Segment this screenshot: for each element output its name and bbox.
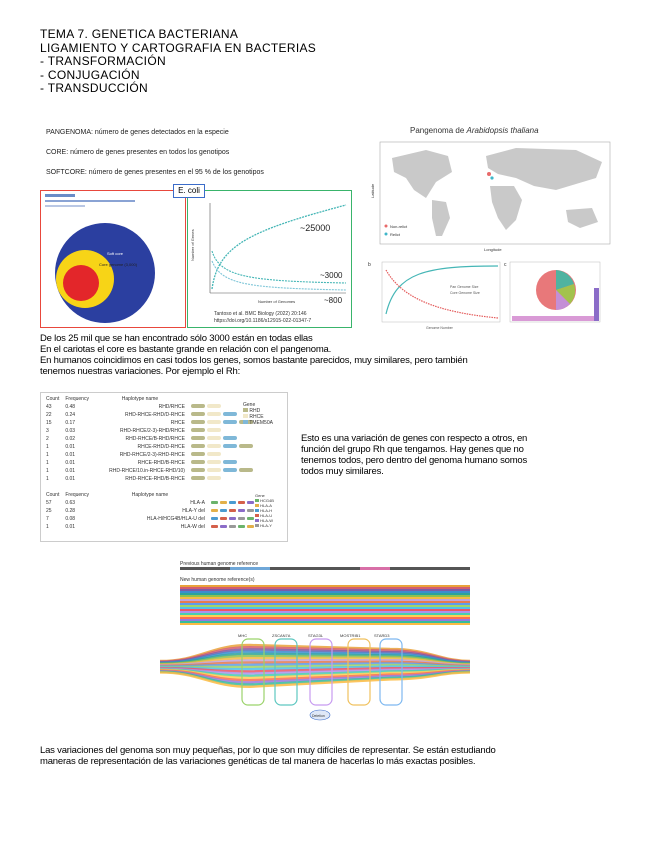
genome-curve-panel bbox=[187, 190, 352, 328]
rh-table-cell: RHD/RHCE bbox=[158, 404, 185, 410]
rh-table-row bbox=[43, 419, 258, 427]
venn-label-pan: Pan genome (25,000) bbox=[145, 235, 184, 240]
rh-table-row bbox=[43, 467, 258, 475]
gene-block bbox=[238, 509, 245, 512]
legend-pan-size: Pan Genome Size bbox=[450, 285, 479, 289]
rh-haplotype-glyph bbox=[188, 435, 258, 443]
legend-swatch bbox=[255, 524, 259, 527]
gene-block bbox=[229, 517, 236, 520]
gene-block bbox=[223, 444, 237, 448]
caption-line: maneras de representación de las variaciones genéticas de tal manera de hacerlas lo más exactas posibles. bbox=[40, 756, 476, 767]
rh-table-cell: 1 bbox=[46, 452, 49, 458]
gene-block bbox=[247, 517, 254, 520]
gene-block bbox=[191, 436, 205, 440]
hla-haplotype-glyph bbox=[208, 523, 259, 531]
gene-block bbox=[207, 420, 221, 424]
hla-gene-legend-text: HLA-H bbox=[260, 508, 273, 513]
rh-table-row bbox=[43, 427, 258, 435]
panel-c-histogram bbox=[512, 316, 598, 321]
gene-block bbox=[211, 517, 218, 520]
legend-swatch bbox=[255, 499, 259, 502]
rh-table-cell: RHD-RHCE/10.in-RHCE-RHD/10) bbox=[109, 468, 185, 474]
hla-gene-legend-text: HLA-Y bbox=[260, 523, 272, 528]
rh-table-row bbox=[43, 459, 258, 467]
reference-stripe bbox=[180, 619, 470, 621]
rh-gene-legend-text: RHCE bbox=[249, 414, 264, 420]
rh-table-row bbox=[43, 443, 258, 451]
rh-table-cell: 0.01 bbox=[65, 452, 76, 458]
hla-header-cell: Count bbox=[46, 492, 60, 498]
header-subtitle: LIGAMIENTO Y CARTOGRAFIA EN BACTERIAS bbox=[40, 40, 317, 55]
gene-block bbox=[191, 476, 205, 480]
hla-gene-legend-text: HLA-A bbox=[260, 503, 272, 508]
arabidopsis-title-italic: Arabidopsis thaliana bbox=[466, 126, 539, 135]
reference-stripe bbox=[180, 607, 470, 609]
rh-table-row bbox=[43, 411, 258, 419]
gene-block bbox=[223, 436, 237, 440]
arabidopsis-title bbox=[410, 126, 539, 135]
rh-table-cell: RHCE-RHD/B-RHCE bbox=[137, 460, 185, 466]
gene-block bbox=[207, 404, 221, 408]
rh-gene-legend bbox=[243, 403, 273, 426]
hla-table-header bbox=[43, 491, 259, 499]
gene-block bbox=[229, 525, 236, 528]
ecoli-label bbox=[173, 184, 205, 198]
hla-table-cell: HLA-A bbox=[190, 500, 205, 506]
hla-table-cell: 0.08 bbox=[65, 516, 76, 522]
venn-panel bbox=[40, 190, 186, 328]
rh-note-line: tenemos todos, pero dentro del genoma humano somos bbox=[301, 455, 528, 466]
venn-label-softcore: Soft core bbox=[107, 251, 124, 256]
reference-stripe bbox=[180, 617, 470, 619]
rh-gene-legend-text: TMEM50A bbox=[249, 420, 273, 426]
reference-stripe bbox=[180, 599, 470, 601]
hla-gene-legend-text: HLA-W bbox=[260, 518, 274, 523]
venn-label-core: Core genome (3,000) bbox=[99, 262, 138, 267]
rh-table-cell: 0.02 bbox=[65, 436, 76, 442]
gene-block bbox=[191, 420, 205, 424]
curve-label-softcore: ~800 bbox=[324, 296, 343, 305]
previous-reference-segment bbox=[230, 567, 270, 570]
map-y-axis: Latitude bbox=[370, 183, 375, 198]
reference-stripe bbox=[180, 589, 470, 591]
reference-stripe bbox=[180, 587, 470, 589]
gene-block bbox=[238, 525, 245, 528]
hla-table-cell: HLA-H/HCG4B/HLA-U del bbox=[146, 516, 205, 522]
rh-table-cell: RHCE bbox=[170, 420, 185, 426]
panel-c-label: c bbox=[504, 262, 507, 268]
locus-label: MOSTRIB1 bbox=[340, 633, 361, 638]
gene-block bbox=[191, 428, 205, 432]
rh-table-cell: RHD-RHCE-RHD/D-RHCE bbox=[124, 412, 185, 418]
genome-graph-svg bbox=[160, 557, 470, 725]
page-header bbox=[40, 28, 316, 96]
rh-table-cell: 0.03 bbox=[65, 428, 76, 434]
rh-table-cell: 2 bbox=[46, 436, 49, 442]
rh-table-cell: 22 bbox=[46, 412, 52, 418]
hla-table-row bbox=[43, 515, 259, 523]
panel-b-x-axis: Genome Number bbox=[426, 326, 453, 330]
reference-stripe bbox=[180, 601, 470, 603]
gene-block bbox=[191, 452, 205, 456]
legend-core-size: Core Genome Size bbox=[450, 291, 480, 295]
rh-table-cell: 0.01 bbox=[65, 460, 76, 466]
gene-block bbox=[220, 501, 227, 504]
legend-non-relict-marker bbox=[385, 225, 388, 228]
rh-table-cell: 0.17 bbox=[65, 420, 76, 426]
rh-note-line: Esto es una variación de genes con respecto a otros, en bbox=[301, 433, 528, 444]
definition-softcore: SOFTCORE: número de genes presentes en el 95 % de los genotipos bbox=[46, 169, 264, 176]
hla-haplotype-glyph bbox=[208, 507, 259, 515]
panel-b-label: b bbox=[368, 262, 371, 268]
reference-stripe bbox=[180, 609, 470, 611]
rh-table-cell: 43 bbox=[46, 404, 52, 410]
curve-label-core: ~3000 bbox=[320, 271, 343, 280]
gene-block bbox=[238, 517, 245, 520]
core-genome-circle bbox=[63, 265, 99, 301]
rh-table-cell: 1 bbox=[46, 460, 49, 466]
arabidopsis-title-plain: Pangenoma de bbox=[410, 126, 467, 135]
hla-haplotype-glyph bbox=[208, 515, 259, 523]
hla-table-cell: 0.01 bbox=[65, 524, 76, 530]
hla-table-cell: 0.28 bbox=[65, 508, 76, 514]
locus-label: STARD3 bbox=[374, 633, 390, 638]
header-item-transformation: - TRANSFORMACIÓN bbox=[40, 54, 166, 68]
gene-block bbox=[229, 509, 236, 512]
citation-line2: https://doi.org/10.1186/s12915-022-01347-7 bbox=[214, 318, 312, 324]
locus-label: MHC bbox=[238, 633, 248, 638]
non-relict-dot bbox=[487, 172, 491, 176]
gene-block bbox=[238, 501, 245, 504]
reference-stripe bbox=[180, 603, 470, 605]
hla-gene-legend bbox=[255, 493, 274, 528]
rh-haplotype-glyph bbox=[188, 451, 258, 459]
rh-table-cell: 3 bbox=[46, 428, 49, 434]
gene-block bbox=[247, 509, 254, 512]
deletion-label: Deletion bbox=[312, 714, 325, 718]
venn-header-text-line bbox=[45, 205, 85, 207]
caption-variations bbox=[40, 745, 496, 767]
previous-reference-segment bbox=[360, 567, 390, 570]
previous-reference-label: Previous human genome reference bbox=[180, 561, 259, 567]
rh-haplotype-glyph bbox=[188, 427, 258, 435]
rh-haplotype-glyph bbox=[188, 443, 258, 451]
hla-table-cell: 25 bbox=[46, 508, 52, 514]
rh-table-cell: 0.48 bbox=[65, 404, 76, 410]
hla-gene-legend-text: HCG4B bbox=[260, 498, 274, 503]
reference-stripe bbox=[180, 595, 470, 597]
reference-stripe bbox=[180, 605, 470, 607]
rh-table-cell: 0.24 bbox=[65, 412, 76, 418]
gene-block bbox=[207, 468, 221, 472]
rh-note bbox=[301, 433, 527, 477]
reference-stripe bbox=[180, 597, 470, 599]
header-title: TEMA 7. GENETICA BACTERIANA bbox=[40, 27, 239, 41]
new-reference-stripes bbox=[180, 585, 470, 625]
map-x-axis: Longitude bbox=[484, 247, 502, 252]
hla-table-cell: 7 bbox=[46, 516, 49, 522]
rh-table-row bbox=[43, 403, 258, 411]
variation-ribbons bbox=[160, 639, 470, 705]
hla-table-row bbox=[43, 499, 259, 507]
rh-gene-legend-item bbox=[243, 420, 273, 426]
hla-gene-legend-items bbox=[255, 498, 274, 528]
legend-swatch bbox=[255, 519, 259, 522]
panel-b-frame bbox=[382, 262, 500, 322]
gene-block bbox=[207, 444, 221, 448]
caption-pangenome bbox=[40, 333, 468, 377]
locus-label: ZSCAN7A bbox=[272, 633, 291, 638]
hla-table-cell: 1 bbox=[46, 524, 49, 530]
legend-swatch bbox=[255, 509, 259, 512]
hla-header-cell: Frequency bbox=[65, 492, 89, 498]
rh-note-line: todos muy similares. bbox=[301, 466, 384, 477]
rh-table-cell: RHD-RHCE/2-3)-RHD/RHCE bbox=[119, 428, 185, 434]
rh-table-cell: 0.01 bbox=[65, 468, 76, 474]
reference-stripe bbox=[180, 623, 470, 625]
rh-table-cell: RHD-RHCE/B-RHD/RHCE bbox=[125, 436, 185, 442]
reference-stripe bbox=[180, 611, 470, 613]
gene-block bbox=[220, 525, 227, 528]
gene-block bbox=[223, 468, 237, 472]
gene-block bbox=[191, 460, 205, 464]
rh-header-cell: Frequency bbox=[65, 396, 89, 402]
caption-line: Las variaciones del genoma son muy pequeñas, por lo que son muy difíciles de representar. Se están estudiando bbox=[40, 745, 496, 756]
rh-table-row bbox=[43, 475, 258, 483]
reference-stripe bbox=[180, 615, 470, 617]
rh-note-line: función del grupo Rh que tengamos. Hay genes que no bbox=[301, 444, 524, 455]
gene-block bbox=[247, 501, 254, 504]
gene-block bbox=[239, 444, 253, 448]
locus-label: STAG3L bbox=[308, 633, 324, 638]
rh-table-header bbox=[43, 395, 258, 403]
gene-block bbox=[220, 509, 227, 512]
rh-header-cell: Count bbox=[46, 396, 60, 402]
reference-stripe bbox=[180, 621, 470, 623]
x-axis-label: Number of Genomes bbox=[258, 299, 296, 304]
hla-table-cell: 57 bbox=[46, 500, 52, 506]
arabidopsis-figure bbox=[366, 126, 616, 331]
reference-stripe bbox=[180, 593, 470, 595]
definition-pangenoma: PANGENOMA: número de genes detectados en la especie bbox=[46, 129, 229, 136]
venn-header-bar bbox=[45, 194, 75, 197]
genome-graph-figure bbox=[160, 557, 470, 725]
rh-table-cell: 1 bbox=[46, 476, 49, 482]
gene-block bbox=[247, 525, 254, 528]
definition-core: CORE: número de genes presentes en todos los genotipos bbox=[46, 149, 230, 156]
rh-gene-legend-title: Gene bbox=[243, 402, 256, 408]
gene-block bbox=[229, 501, 236, 504]
gene-block bbox=[207, 436, 221, 440]
rh-header-cell: Haplotype name bbox=[121, 396, 159, 402]
legend-swatch bbox=[255, 514, 259, 517]
gene-block bbox=[191, 404, 205, 408]
gene-block bbox=[207, 460, 221, 464]
gene-block bbox=[223, 412, 237, 416]
rh-table-row bbox=[43, 451, 258, 459]
rh-table-cell: 1 bbox=[46, 468, 49, 474]
hla-table-cell: HLA-W del bbox=[180, 524, 205, 530]
header-item-conjugation: - CONJUGACIÓN bbox=[40, 67, 140, 82]
ecoli-label-text: E. coli bbox=[178, 186, 200, 195]
header-item-transduction: - TRANSDUCCIÓN bbox=[40, 81, 148, 95]
venn-diagram bbox=[41, 191, 184, 326]
gene-block bbox=[207, 476, 221, 480]
legend-non-relict: Non-relict bbox=[390, 224, 408, 229]
legend-swatch bbox=[255, 504, 259, 507]
rh-haplotype-glyph bbox=[188, 459, 258, 467]
gene-block bbox=[191, 412, 205, 416]
rh-table-cell: 15 bbox=[46, 420, 52, 426]
reference-stripe bbox=[180, 591, 470, 593]
gene-block bbox=[207, 428, 221, 432]
venn-header-text-line bbox=[45, 200, 135, 202]
legend-relict-marker bbox=[385, 233, 388, 236]
hla-table-cell: HLA-Y del bbox=[182, 508, 205, 514]
reference-stripe bbox=[180, 613, 470, 615]
gene-block bbox=[207, 412, 221, 416]
hla-table-wrapper bbox=[43, 491, 259, 531]
haplotype-figure bbox=[40, 392, 288, 542]
relict-dot bbox=[490, 176, 493, 179]
y-axis-label: Number of Genes bbox=[190, 229, 195, 261]
gene-block bbox=[239, 468, 253, 472]
hla-table-row bbox=[43, 507, 259, 515]
caption-line: En el cariotas el core es bastante grande en relación con el pangenoma. bbox=[40, 344, 332, 355]
hla-haplotype-table bbox=[43, 491, 259, 531]
caption-line: De los 25 mil que se han encontrado sólo 3000 están en todas ellas bbox=[40, 333, 313, 344]
previous-reference-bar bbox=[180, 567, 470, 570]
hla-gene-legend-text: HLA-U bbox=[260, 513, 273, 518]
gene-block bbox=[211, 501, 218, 504]
rh-gene-legend-text: RHD bbox=[249, 408, 261, 414]
rh-table-cell: RHD-RHCE/2-3)-RHD-RHCE bbox=[119, 452, 185, 458]
gene-block bbox=[223, 420, 237, 424]
gene-block bbox=[191, 468, 205, 472]
hla-table-row bbox=[43, 523, 259, 531]
gene-block bbox=[211, 525, 218, 528]
hla-table-cell: 0.63 bbox=[65, 500, 76, 506]
reference-stripe bbox=[180, 585, 470, 587]
panel-c-histogram-peak bbox=[594, 288, 599, 321]
gene-block bbox=[223, 460, 237, 464]
gene-block bbox=[207, 452, 221, 456]
gene-block bbox=[220, 517, 227, 520]
rh-haplotype-glyph bbox=[188, 475, 258, 483]
arabidopsis-charts bbox=[366, 138, 616, 331]
rh-table-cell: RHCE-RHD/D-RHCE bbox=[137, 444, 185, 450]
rh-table-row bbox=[43, 435, 258, 443]
legend-relict: Relict bbox=[390, 232, 401, 237]
caption-line: En humanos coincidimos en casi todos los genes, somos bastante parecidos, muy similares, pero también bbox=[40, 355, 468, 366]
rh-table-cell: RHD-RHCE-RHD/B-RHCE bbox=[125, 476, 185, 482]
gene-block bbox=[211, 509, 218, 512]
citation-line1: Tantoso et al. BMC Biology (2022) 20:146 bbox=[214, 311, 307, 317]
curve-label-pan: ~25000 bbox=[300, 223, 331, 233]
new-reference-label: New human genome reference(s) bbox=[180, 577, 255, 583]
rh-haplotype-glyph bbox=[188, 467, 258, 475]
genome-curve-chart bbox=[188, 191, 350, 326]
rh-table-cell: 0.01 bbox=[65, 444, 76, 450]
hla-gene-legend-item bbox=[255, 523, 274, 528]
hla-gene-legend-title: Gene bbox=[255, 493, 265, 498]
gene-block bbox=[191, 444, 205, 448]
rh-table-cell: 1 bbox=[46, 444, 49, 450]
hla-haplotype-glyph bbox=[208, 499, 259, 507]
hla-header-cell: Haplotype name bbox=[131, 492, 169, 498]
rh-table-cell: 0.01 bbox=[65, 476, 76, 482]
caption-line: tenemos nuestras variaciones. Por ejemplo el Rh: bbox=[40, 366, 241, 377]
